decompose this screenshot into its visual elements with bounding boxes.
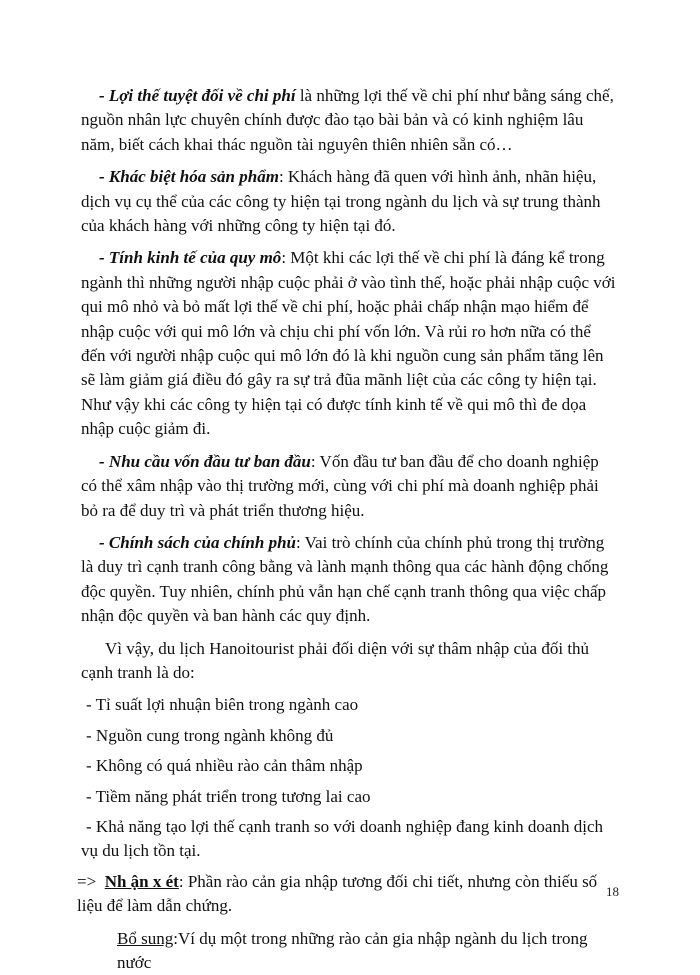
paragraph-economies-of-scale: [81, 246, 616, 441]
review-text: : Phần rào cản gia nhập tương đối chi tiết, nhưng còn thiếu số liệu để làm dẫn chứng.: [77, 871, 598, 916]
paragraph-lead: - Chính sách của chính phủ: [99, 532, 296, 552]
paragraph-government-policy: [81, 531, 616, 629]
list-item: - Nguồn cung trong ngành không đủ: [86, 725, 334, 745]
review-label: Nh ận x ét: [104, 871, 179, 891]
paragraph-lead: - Nhu cầu vốn đầu tư ban đầu: [99, 451, 311, 471]
list-item: - Khả năng tạo lợi thế cạnh tranh so với doanh nghiệp đang kinh doanh dịch vụ du lịch tồn tại.: [81, 816, 603, 861]
page-number: 18: [606, 884, 619, 899]
list-item: - Không có quá nhiều rào cản thâm nhập: [86, 756, 363, 776]
paragraph-text: : Vai trò chính của chính phủ trong thị trường là duy trì cạnh tranh công bằng và lành mạnh thông qua các hành động chống độc quyền. Tuy nhiên, chính phủ vẫn hạn chế cạnh tranh thông qua việc chấp nhận độc quyền và ban hành các quy định.: [81, 532, 609, 626]
paragraph-lead: - Tính kinh tế của quy mô: [99, 248, 282, 268]
paragraph-text: : Khách hàng đã quen với hình ảnh, nhãn hiệu, dịch vụ cụ thể của các công ty hiện tại trong ngành du lịch và sự trung thành của khách hàng với những công ty hiện tại đó.: [81, 167, 601, 236]
conclusion-paragraph: Vì vậy, du lịch Hanoitourist phải đối diện với sự thâm nhập của đối thủ cạnh tranh là do:: [81, 638, 590, 682]
paragraph-lead: - Lợi thế tuyệt đối về chi phí: [99, 86, 296, 105]
paragraph-text: : Vốn đầu tư ban đầu để cho doanh nghiệp có thể xâm nhập vào thị trường mới, cùng với chi phí mà doanh nghiệp phải bỏ ra để duy trì và phát triển thương hiệu.: [81, 451, 599, 520]
list-item: - Tiềm năng phát triển trong tương lai cao: [86, 786, 371, 806]
list-item: - Tỉ suất lợi nhuận biên trong ngành cao: [86, 695, 359, 715]
paragraph-product-differentiation: [81, 165, 616, 238]
review-note: [77, 870, 616, 919]
paragraph-text: : Một khi các lợi thế về chi phí là đáng kể trong ngành thì những người nhập cuộc phải ở vào tình thế, hoặc phải nhập cuộc với qui mô nhỏ và bỏ mất lợi thế về chi phí, hoặc phải chấp nhận mạo hiểm để nhập cuộc với qui mô lớn và chịu chi phí vốn lớn. Và rủi ro hơn nữa có thể đến với người nhập cuộc qui mô lớn đó là khi nguồn cung sản phẩm tăng lên sẽ làm giảm giá điều đó gây ra sự trả đũa mãnh liệt của các công ty hiện tại. Như vậy khi các công ty hiện tại có được tính kinh tế về qui mô thì đe dọa nhập cuộc giảm đi.: [81, 248, 616, 439]
paragraph-absolute-cost-advantage: [81, 84, 616, 157]
supplement-text: :Ví dụ một trong những rào cản gia nhập ngành du lịch trong nước: [117, 928, 588, 972]
paragraph-capital-requirements: [81, 450, 616, 523]
supplement-line: [117, 927, 616, 975]
paragraph-lead: - Khác biệt hóa sản phẩm: [99, 167, 279, 187]
paragraph-text: là những lợi thế về chi phí như bằng sáng chế, nguồn nhân lực chuyên chính được đào tạo bài bản và có kinh nghiệm lâu năm, biết cách khai thác nguồn tài nguyên thiên nhiên sẵn có…: [81, 86, 614, 154]
page-content: [77, 84, 616, 975]
arrow-symbol: =>: [77, 871, 97, 891]
supplement-label: Bổ sung: [117, 928, 174, 948]
